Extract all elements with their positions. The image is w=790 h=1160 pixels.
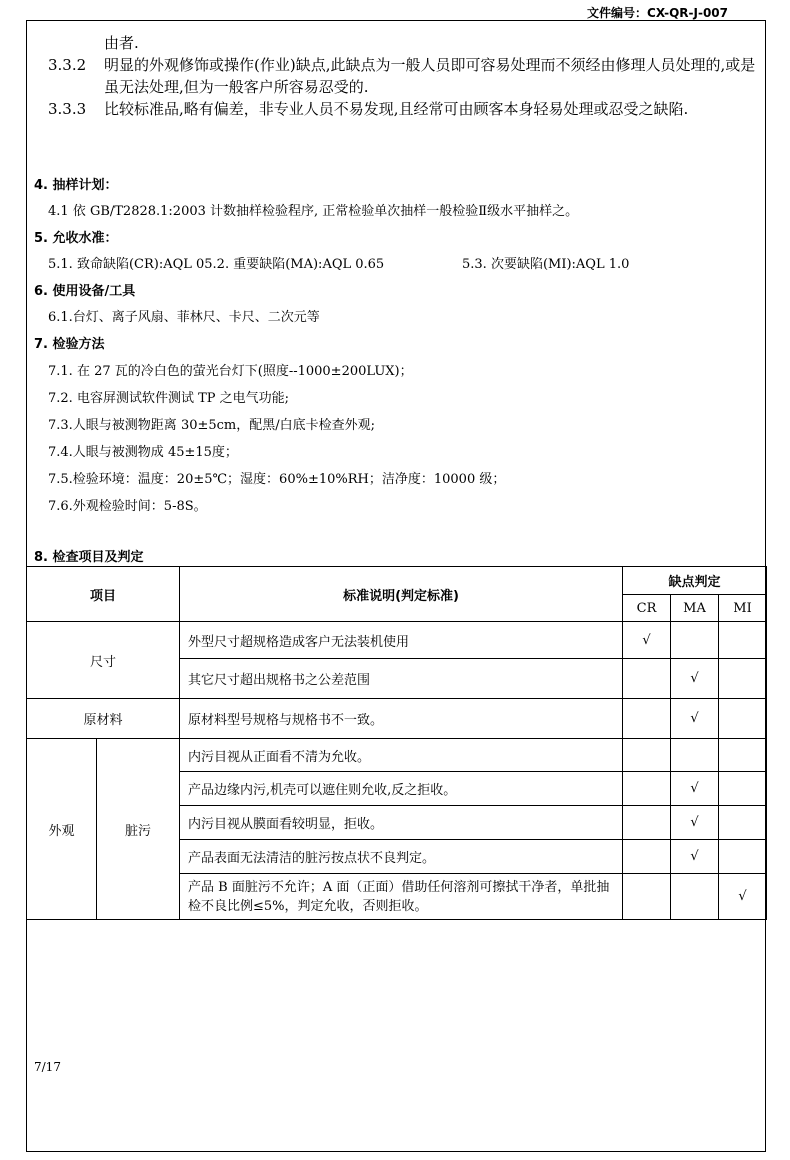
cr-mark [623, 806, 671, 840]
mi-mark [719, 840, 767, 874]
cr-mark [623, 739, 671, 772]
group-size: 尺寸 [27, 622, 180, 699]
section-7-item: 7.1. 在 27 瓦的冷白色的萤光台灯下(照度--1000±200LUX)； [48, 364, 413, 379]
cr-mark [623, 772, 671, 806]
section-5-item-b: 5.3. 次要缺陷(MI):AQL 1.0 [462, 257, 630, 272]
section-5-item-a: 5.1. 致命缺陷(CR):AQL 05.2. 重要缺陷(MA):AQL 0.65 [48, 257, 385, 272]
ma-mark: √ [671, 699, 719, 739]
defect-clause-333: 3.3.3 比较标准品,略有偏差，非专业人员不易发现,且经常可由顾客本身轻易处理或忍受之缺陷. [48, 100, 689, 118]
standard-cell: 外型尺寸超规格造成客户无法装机使用 [180, 622, 623, 659]
mi-mark [719, 699, 767, 739]
section-7-item: 7.3.人眼与被测物距离 30±5cm，配黑/白底卡检查外观; [48, 418, 376, 433]
group-dirt: 脏污 [97, 739, 180, 920]
standard-cell: 内污目视从正面看不清为允收。 [180, 739, 623, 772]
ma-mark: √ [671, 806, 719, 840]
ma-mark [671, 622, 719, 659]
cr-mark [623, 874, 671, 920]
section-4-item: 4.1 依 GB/T2828.1:2003 计数抽样检验程序, 正常检验单次抽样一般检验Ⅱ级水平抽样之。 [48, 204, 579, 219]
mi-mark [719, 772, 767, 806]
page-number: 7/17 [34, 1060, 61, 1074]
mi-mark [719, 622, 767, 659]
mi-mark [719, 806, 767, 840]
standard-cell: 产品表面无法清洁的脏污按点状不良判定。 [180, 840, 623, 874]
ma-mark: √ [671, 772, 719, 806]
standard-cell: 其它尺寸超出规格书之公差范围 [180, 659, 623, 699]
section-6-item: 6.1.台灯、离子风扇、菲林尺、卡尺、二次元等 [48, 310, 320, 325]
section-8-title: 8. 检查项目及判定 [34, 550, 144, 565]
mi-mark [719, 739, 767, 772]
header-item: 项目 [27, 567, 180, 622]
section-7-title: 7. 检验方法 [34, 337, 105, 352]
section-7-item: 7.2. 电容屏测试软件测试 TP 之电气功能; [48, 391, 290, 406]
standard-cell: 原材料型号规格与规格书不一致。 [180, 699, 623, 739]
mi-mark [719, 659, 767, 699]
header-cr: CR [623, 595, 671, 622]
standard-cell: 内污目视从膜面看较明显，拒收。 [180, 806, 623, 840]
section-5-title: 5. 允收水准： [34, 231, 118, 246]
group-appearance: 外观 [27, 739, 97, 920]
group-material: 原材料 [27, 699, 180, 739]
defect-line-continuation: 由者. [104, 34, 139, 52]
inspection-table [26, 566, 767, 920]
section-7-item: 7.6.外观检验时间：5-8S。 [48, 499, 207, 514]
section-4-title: 4. 抽样计划： [34, 178, 118, 193]
ma-mark [671, 874, 719, 920]
cr-mark [623, 840, 671, 874]
defect-clause-332: 3.3.2 明显的外观修饰或操作(作业)缺点,此缺点为一般人员即可容易处理而不须经由修理人员处理的,或是虽无法处理,但为一般客户所容易忍受的. [48, 56, 756, 96]
section-7-item: 7.5.检验环境：温度：20±5℃；湿度：60%±10%RH；洁净度：10000 级； [48, 472, 506, 487]
ma-mark: √ [671, 840, 719, 874]
ma-mark: √ [671, 659, 719, 699]
header-ma: MA [671, 595, 719, 622]
cr-mark: √ [623, 622, 671, 659]
section-6-title: 6. 使用设备/工具 [34, 284, 136, 299]
ma-mark [671, 739, 719, 772]
cr-mark [623, 659, 671, 699]
mi-mark: √ [719, 874, 767, 920]
standard-cell: 产品边缘内污,机壳可以遮住则允收,反之拒收。 [180, 772, 623, 806]
section-7-item: 7.4.人眼与被测物成 45±15度； [48, 445, 238, 460]
header-standard: 标准说明(判定标准) [180, 567, 623, 622]
cr-mark [623, 699, 671, 739]
header-mi: MI [719, 595, 767, 622]
standard-cell: 产品 B 面脏污不允许；A 面（正面）借助任何溶剂可擦拭干净者，单批抽检不良比例≤5%，判定允收，否则拒收。 [180, 874, 623, 920]
document-number: 文件编号：CX-QR-J-007 [587, 6, 728, 20]
header-defect-judgement: 缺点判定 [623, 567, 767, 595]
